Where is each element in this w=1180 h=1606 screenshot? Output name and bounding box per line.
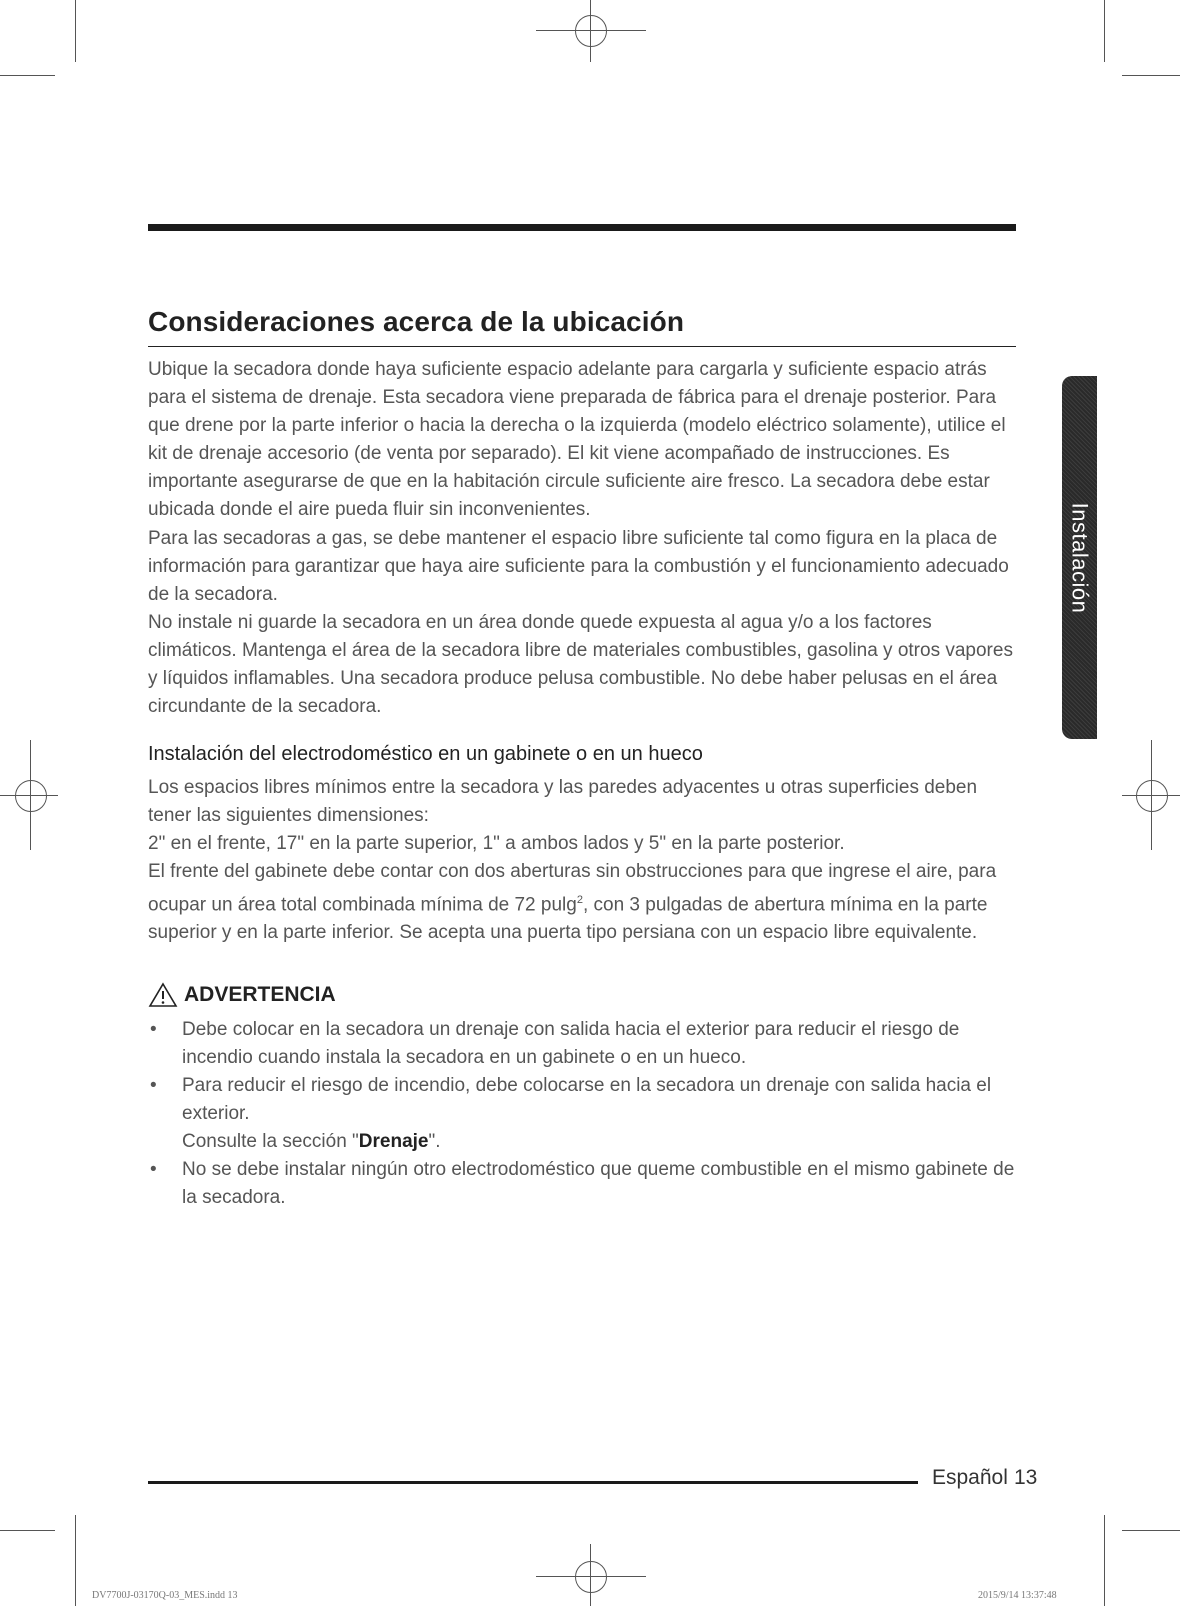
body-paragraph: 2" en el frente, 17" en la parte superior, 1" a ambos lados y 5" en la parte posterior. <box>148 833 845 854</box>
warning-icon <box>148 982 178 1008</box>
list-item-text: No se debe instalar ningún otro electrodoméstico que queme combustible en el mismo gabinete de la secadora. <box>182 1159 1015 1208</box>
cross-reference <box>182 1128 1024 1156</box>
crop-mark <box>0 1530 55 1531</box>
page-number: 13 <box>1014 1466 1038 1489</box>
reference-text: ". <box>428 1131 441 1152</box>
paragraph-text: , con 3 pulgadas de abertura mínima en la parte superior y en la parte inferior. Se acepta una puerta tipo persiana con un espacio libre equivalente. <box>148 894 988 944</box>
crop-mark <box>1104 0 1105 62</box>
crop-mark <box>75 0 76 62</box>
top-rule <box>148 224 1016 231</box>
paragraph-text: El frente del gabinete debe contar con dos aberturas sin obstrucciones para que ingrese el aire, para ocupar un área total combinada mínima de 72 pulg <box>148 861 997 916</box>
registration-mark <box>575 15 607 47</box>
print-slug: DV7700J-03170Q-03_MES.indd 13 <box>92 1590 238 1601</box>
body-paragraph <box>148 858 1024 947</box>
body-paragraph: Ubique la secadora donde haya suficiente espacio adelante para cargarla y suficiente espacio atrás para el sistema de drenaje. Esta secadora viene preparada de fábrica para el drenaje posterior. Para que drene por la parte inferior o hacia la derecha o la izquierda (modelo eléctrico solamente), utilice el kit de drenaje accesorio (de venta por separado). El kit viene acompañado de instrucciones. Es importante asegurarse de que en la habitación circule suficiente aire fresco. La secadora debe estar ubicada donde el aire pueda fluir sin inconvenientes. <box>148 359 1006 520</box>
warning-list <box>148 1016 1024 1212</box>
superscript: 2 <box>576 894 583 906</box>
crop-mark <box>1122 75 1180 76</box>
section-title: Consideraciones acerca de la ubicación <box>148 306 685 337</box>
side-tab-label: Instalación <box>1067 502 1093 613</box>
crop-mark <box>75 1515 76 1606</box>
subsection-title: Instalación del electrodoméstico en un gabinete o en un hueco <box>148 743 703 765</box>
warning-heading <box>148 982 336 1008</box>
reference-link[interactable]: Drenaje <box>358 1131 429 1152</box>
registration-mark <box>15 780 47 812</box>
footer-language: Español <box>932 1466 1008 1489</box>
registration-mark <box>575 1561 607 1593</box>
crop-mark <box>1104 1515 1105 1606</box>
reference-text: Consulte la sección " <box>182 1131 359 1152</box>
list-item: • No se debe instalar ningún otro electrodoméstico que queme combustible en el mismo gabinete de la secadora. <box>150 1159 1015 1208</box>
footer-rule <box>148 1481 918 1484</box>
registration-mark <box>1136 780 1168 812</box>
list-item: • Para reducir el riesgo de incendio, debe colocarse en la secadora un drenaje con salida hacia el exterior. Consulte la sección "Drenaje". <box>148 1072 1024 1156</box>
title-underline <box>148 346 1016 347</box>
body-paragraph: Los espacios libres mínimos entre la secadora y las paredes adyacentes u otras superficies deben tener las siguientes dimensiones: <box>148 777 978 826</box>
body-paragraph: No instale ni guarde la secadora en un área donde quede expuesta al agua y/o a los factores climáticos. Mantenga el área de la secadora libre de materiales combustibles, gasolina y otros vapores y líquidos inflamables. Una secadora produce pelusa combustible. No debe haber pelusas en el área circundante de la secadora. <box>148 612 1013 717</box>
crop-mark <box>1122 1530 1180 1531</box>
chapter-side-tab <box>1062 376 1097 739</box>
body-paragraph: Para las secadoras a gas, se debe mantener el espacio libre suficiente tal como figura en la placa de información para garantizar que haya aire suficiente para la combustión y el funcionamiento adecuado de la secadora. <box>148 528 1009 605</box>
list-item-text: Para reducir el riesgo de incendio, debe colocarse en la secadora un drenaje con salida hacia el exterior. <box>182 1075 992 1124</box>
list-item: • Debe colocar en la secadora un drenaje con salida hacia el exterior para reducir el riesgo de incendio cuando instala la secadora en un gabinete o en un hueco. <box>150 1019 960 1068</box>
list-item-text: Debe colocar en la secadora un drenaje con salida hacia el exterior para reducir el riesgo de incendio cuando instala la secadora en un gabinete o en un hueco. <box>182 1019 960 1068</box>
print-timestamp: 2015/9/14 13:37:48 <box>978 1590 1057 1601</box>
warning-label: ADVERTENCIA <box>184 983 336 1006</box>
crop-mark <box>0 75 55 76</box>
